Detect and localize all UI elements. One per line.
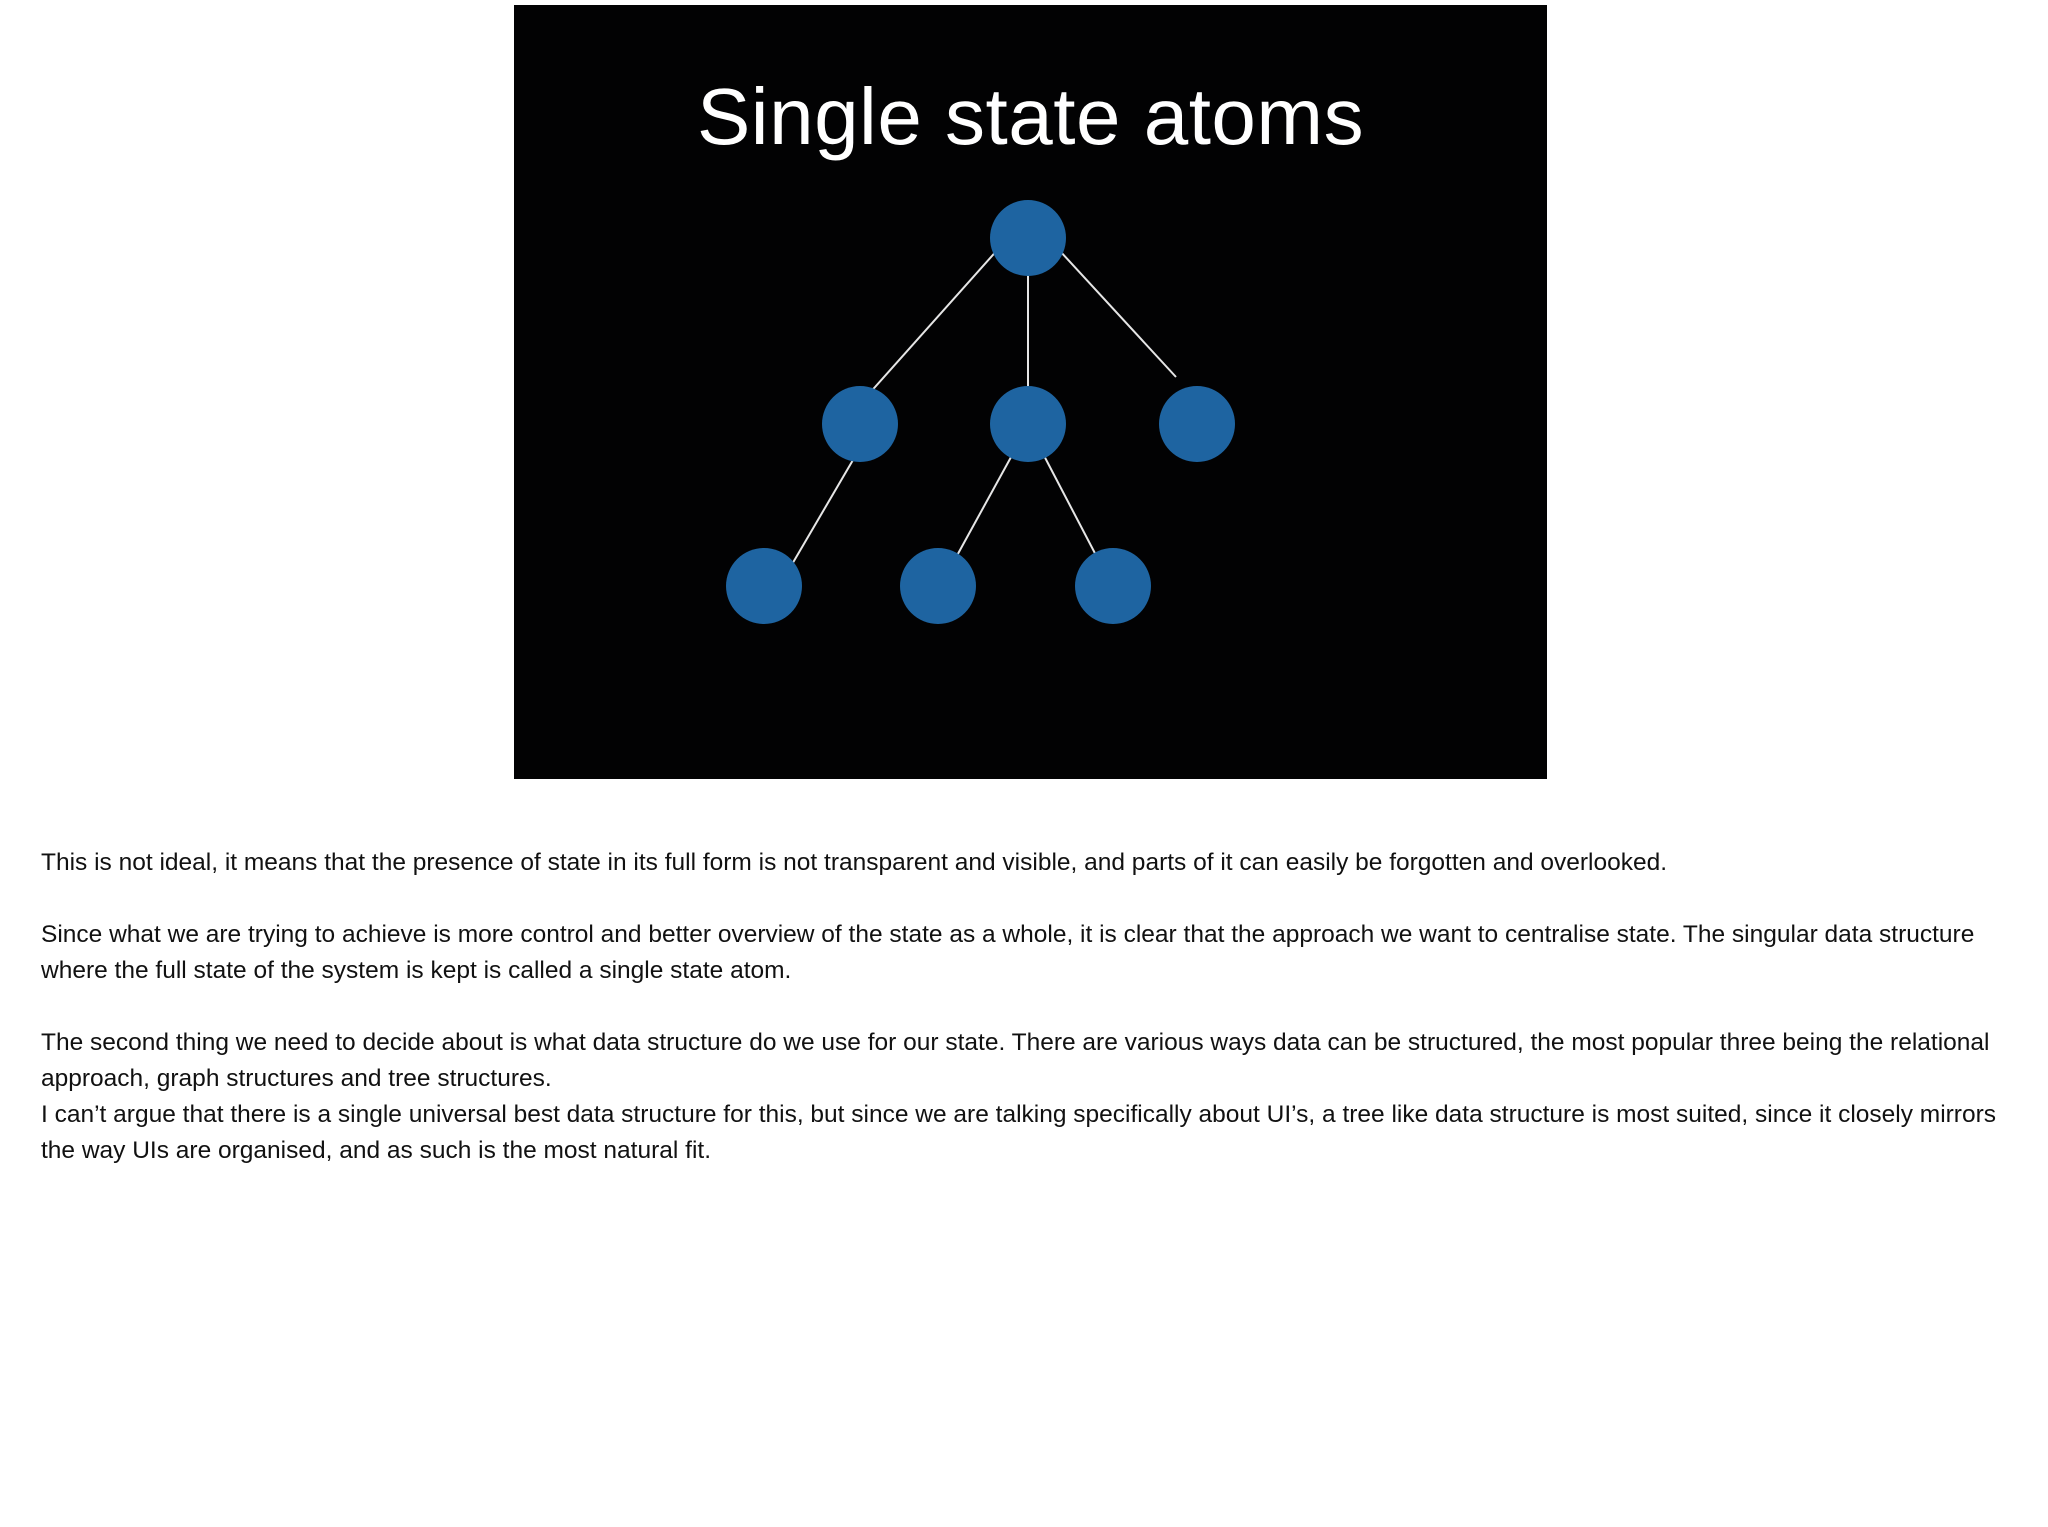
tree-node-a1 — [726, 548, 802, 624]
tree-node-b1 — [900, 548, 976, 624]
speaker-notes — [41, 845, 2021, 1169]
edge-b-b1 — [954, 448, 1016, 561]
edge-root-a — [859, 238, 1008, 405]
paragraph-gap — [41, 881, 2021, 917]
edge-root-c — [1048, 238, 1176, 377]
tree-node-a — [822, 386, 898, 462]
paragraph-gap — [41, 989, 2021, 1025]
edge-b-b2 — [1040, 448, 1099, 561]
notes-paragraph-1: This is not ideal, it means that the presence of state in its full form is not transparent and visible, and parts of it can easily be forgotten and overlooked. — [41, 849, 1668, 876]
edge-a-a1 — [784, 448, 860, 578]
tree-diagram — [514, 5, 1547, 779]
tree-nodes — [726, 200, 1235, 624]
notes-paragraph-3: The second thing we need to decide about is what data structure do we use for our state. There are various ways data can be structured, the most popular three being the relational approach, graph structures and tree structures. — [41, 1029, 1990, 1092]
slide-image — [514, 5, 1547, 779]
notes-paragraph-2: Since what we are trying to achieve is more control and better overview of the state as a whole, it is clear that the approach we want to centralise state. The singular data structure where the full state of the system is kept is called a single state atom. — [41, 921, 1975, 984]
tree-node-root — [990, 200, 1066, 276]
tree-node-b — [990, 386, 1066, 462]
slide-title: Single state atoms — [696, 72, 1365, 161]
tree-node-c — [1159, 386, 1235, 462]
tree-node-b2 — [1075, 548, 1151, 624]
notes-paragraph-4: I can’t argue that there is a single universal best data structure for this, but since we are talking specifically about UI’s, a tree like data structure is most suited, since it closely mirrors the way UIs are organised, and as such is the most natural fit. — [41, 1101, 1996, 1164]
